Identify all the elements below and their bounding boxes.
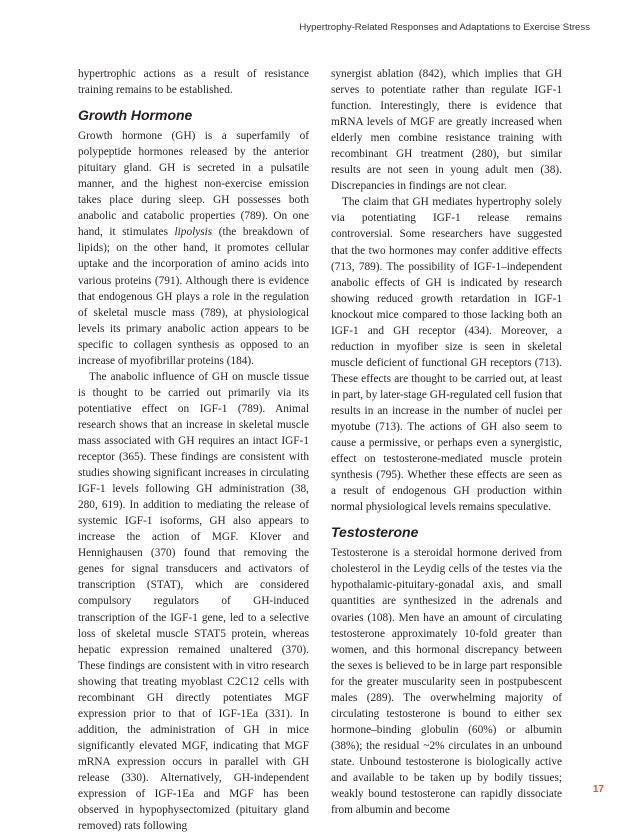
gh-paragraph-1	[78, 128, 309, 369]
carryover-paragraph: hypertrophic actions as a result of resistance training remains to be established.	[78, 68, 309, 97]
right-column	[331, 66, 562, 818]
running-head: Hypertrophy-Related Responses and Adaptations to Exercise Stress	[299, 22, 590, 33]
gh-paragraph-3: The claim that GH mediates hypertrophy solely via potentiating IGF-1 release remains controversial. Some researchers have suggested that the two hormones may confer additive effects (713, 789). The possibility of IGF-1–independent anabolic effects of GH is indicated by research showing reduced growth retardation in IGF-1 knockout mice compared to those lacking both an IGF-1 and GH receptor (434). Moreover, a reduction in myofiber size is seen in skeletal muscle deficient of functional GH receptors (713). These effects are thought to be carried out, at least in part, by later-stage GH-regulated cell fusion that results in an increase in the number of nuclei per myotube (713). The actions of GH also seem to cause a permissive, or perhaps even a synergistic, effect on testosterone-mediated muscle protein synthesis (795). Whether these effects are seen as a result of endogenous GH production within normal physiological levels remains speculative.	[331, 196, 562, 514]
heading-testosterone: Testosterone	[331, 524, 419, 541]
testosterone-paragraph-1: Testosterone is a steroidal hormone derived from cholesterol in the Leydig cells of the testes via the hypothalamic-pituitary-gonadal axis, and small quantities are synthesized in the adrenals and ovaries (108). Men have an amount of circulating testosterone approximately 10-fold greater than women, and this hormonal discrepancy between the sexes is believed to be in large part responsible for the greater muscularity seen in postpubescent males (289). The overwhelming majority of circulating testosterone is bound to either sex hormone–binding globulin (60%) or albumin (38%); the residual ~2% circulates in an unbound state. Unbound testosterone is biologically active and available to be taken up by bodily tissues; weakly bound testosterone can rapidly dissociate from albumin and become	[331, 547, 562, 817]
heading-growth-hormone: Growth Hormone	[78, 107, 193, 124]
left-column	[78, 66, 309, 834]
gh-paragraph-2: The anabolic influence of GH on muscle tissue is thought to be carried out primarily via its potentiative effect on IGF-1 (789). Animal research shows that an increase in skeletal muscle mass associated with GH requires an intact IGF-1 receptor (365). These findings are consistent with studies showing significant increases in circulating IGF-1 levels following GH administration (38, 280, 619). In addition to mediating the release of systemic IGF-1 isoforms, GH also appears to increase the action of MGF. Klover and Hennighausen (370) found that removing the genes for signal transducers and activators of transcription (STAT), which are considered compulsory regulators of GH-induced transcription of the IGF-1 gene, led to a selective loss of skeletal muscle STAT5 protein, whereas hepatic expression remained unaltered (370). These findings are consistent with in vitro research showing that treating myoblast C2C12 cells with recombinant GH directly potentiates MGF expression prior to that of IGF-1Ea (331). In addition, the administration of GH in mice significantly elevated MGF, indicating that MGF mRNA expression occurs in parallel with GH release (330). Alternatively, GH-independent expression of IGF-1Ea and MGF has been observed in hypophysectomized (pituitary gland removed) rats following	[78, 370, 309, 833]
page-number: 17	[592, 784, 604, 795]
gh-p1-text-a: Growth hormone (GH) is a superfamily of polypeptide hormones released by the anterior pituitary gland. GH is secreted in a pulsatile manner, and the highest non-exercise emission takes place during sleep. GH possesses both anabolic and catabolic properties (789). On one hand, it stimulates	[78, 130, 309, 239]
gh-paragraph-2-continued: synergist ablation (842), which implies that GH serves to potentiate rather than regulate IGF-1 function. Interestingly, there is evidence that mRNA levels of MGF are greatly increased when elderly men combine resistance training with recombinant GH treatment (280), but similar results are not seen in young adult men (38). Discrepancies in findings are not clear.	[331, 68, 562, 193]
gh-p1-text-b: (the breakdown of lipids); on the other hand, it promotes cellular uptake and the incorporation of amino acids into various proteins (791). Although there is evidence that endogenous GH plays a role in the regulation of skeletal muscle mass (789), at physiological levels its primary anabolic action appears to be specific to collagen synthesis as opposed to an increase of myofibrillar proteins (184).	[78, 226, 309, 367]
term-lipolysis: lipolysis	[174, 226, 213, 239]
